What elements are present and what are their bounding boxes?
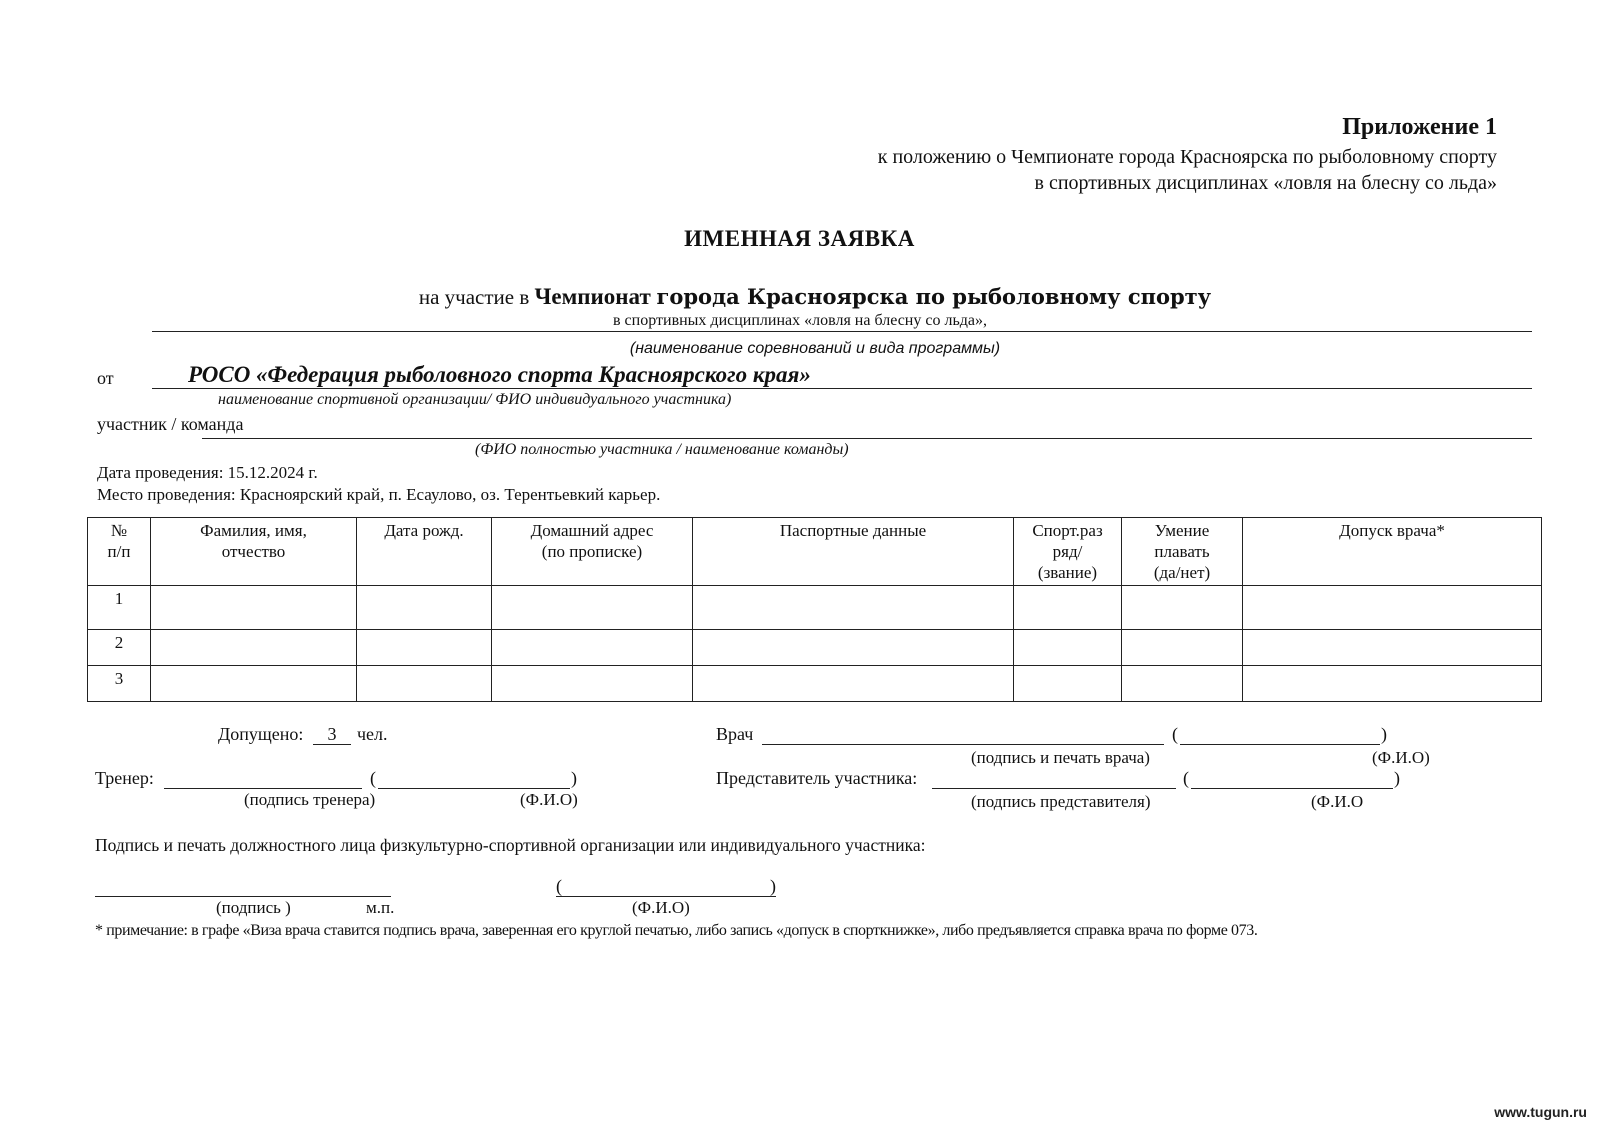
organization-name: РОСО «Федерация рыболовного спорта Красноярского края» [188,362,811,387]
from-label: от [97,368,114,388]
competition-disciplines: в спортивных дисциплинах «ловля на блесну со льда», [613,312,987,329]
watermark: www.tugun.ru [1494,1104,1587,1120]
cell-birthdate[interactable] [357,586,492,630]
cell-birthdate[interactable] [357,666,492,702]
official-fio-open-paren: ( [556,876,562,896]
col-header-passport: Паспортные данные [693,518,1014,586]
table-row [88,630,1542,666]
cell-address[interactable] [492,586,693,630]
admitted-label: Допущено: [218,724,304,744]
representative-label: Представитель участника: [716,768,918,788]
representative-fio-open-paren: ( [1183,768,1189,788]
table-row [88,666,1542,702]
event-place: Место проведения: Красноярский край, п. Есаулово, оз. Терентьевкий карьер. [97,485,661,504]
cell-fio[interactable] [151,586,357,630]
cell-fio[interactable] [151,666,357,702]
roster-table [87,517,1542,702]
cell-passport[interactable] [693,666,1014,702]
cell-birthdate[interactable] [357,630,492,666]
appendix-line-2: в спортивных дисциплинах «ловля на блесну со льда» [1034,172,1497,194]
cell-address[interactable] [492,630,693,666]
official-fio-close-paren: ) [770,876,776,896]
representative-fio-close-paren: ) [1394,768,1400,788]
table-header-row [88,518,1542,586]
representative-signature-caption: (подпись представителя) [971,792,1151,811]
row-number: 3 [88,666,151,702]
cell-sport-rank[interactable] [1014,586,1122,630]
footnote: * примечание: в графе «Виза врача ставится подпись врача, заверенная его круглой печатью, либо запись «допуск в спорткнижке», либо предъявляется справка врача по форме 073. [95,922,1258,939]
cell-swimming[interactable] [1122,586,1243,630]
participant-underline [202,438,1532,439]
row-number: 2 [88,630,151,666]
admitted-count[interactable]: 3 [313,724,351,745]
col-header-sport-rank: Спорт.раз ряд/ (звание) [1014,518,1122,586]
cell-doctor-admission[interactable] [1243,666,1542,702]
col-header-address: Домашний адрес (по прописке) [492,518,693,586]
organization-caption: наименование спортивной организации/ ФИО индивидуального участника) [218,391,732,408]
appendix-title: Приложение 1 [1342,114,1497,140]
organization-underline [152,388,1532,389]
cell-sport-rank[interactable] [1014,630,1122,666]
participant-caption: (ФИО полностью участника / наименование команды) [475,441,849,458]
representative-fio-caption: (Ф.И.О [1311,792,1364,811]
doctor-signature-caption: (подпись и печать врача) [971,748,1150,767]
row-number: 1 [88,586,151,630]
doctor-label: Врач [716,724,754,744]
cell-passport[interactable] [693,630,1014,666]
cell-address[interactable] [492,666,693,702]
col-header-num: № п/п [88,518,151,586]
col-header-fio: Фамилия, имя, отчество [151,518,357,586]
col-header-swimming: Умение плавать (да/нет) [1122,518,1243,586]
doctor-signature-line[interactable] [762,744,1164,745]
coach-label: Тренер: [95,768,154,788]
col-header-doctor-admission: Допуск врача* [1243,518,1542,586]
cell-sport-rank[interactable] [1014,666,1122,702]
admitted-unit: чел. [357,724,388,744]
competition-underline [152,331,1532,332]
stamp-place-label: м.п. [366,898,395,917]
doctor-fio-line[interactable] [1180,744,1380,745]
official-signature-caption: (подпись ) [216,898,291,917]
cell-fio[interactable] [151,630,357,666]
coach-fio-line[interactable] [378,788,570,789]
cell-passport[interactable] [693,586,1014,630]
coach-fio-open-paren: ( [370,768,376,788]
doctor-fio-open-paren: ( [1172,724,1178,744]
cell-swimming[interactable] [1122,666,1243,702]
coach-signature-caption: (подпись тренера) [244,790,376,809]
cell-doctor-admission[interactable] [1243,586,1542,630]
official-fio-caption: (Ф.И.О) [632,898,690,917]
coach-fio-close-paren: ) [571,768,577,788]
competition-prefix: на участие в [418,285,535,309]
competition-name-part-1: Чемпионат [534,284,657,309]
official-signature-label: Подпись и печать должностного лица физкультурно-спортивной организации или индивидуального участника: [95,835,926,855]
appendix-line-1: к положению о Чемпионате города Красноярска по рыболовному спорту [877,146,1497,168]
coach-signature-line[interactable] [164,788,362,789]
doctor-fio-close-paren: ) [1381,724,1387,744]
event-date: Дата проведения: 15.12.2024 г. [97,463,318,482]
competition-caption: (наименование соревнований и вида программы) [629,340,1001,357]
participant-label: участник / команда [97,414,244,434]
representative-signature-line[interactable] [932,788,1176,789]
competition-name-part-2: города Красноярска по рыболовному спорту [656,284,1212,309]
official-signature-line[interactable] [95,896,391,897]
document-title: ИМЕННАЯ ЗАЯВКА [684,226,915,251]
cell-swimming[interactable] [1122,630,1243,666]
representative-fio-line[interactable] [1191,788,1393,789]
official-fio-line[interactable] [556,896,776,897]
table-row [88,586,1542,630]
cell-doctor-admission[interactable] [1243,630,1542,666]
coach-fio-caption: (Ф.И.О) [520,790,578,809]
doctor-fio-caption: (Ф.И.О) [1372,748,1430,767]
competition-line [0,284,1599,310]
col-header-birthdate: Дата рожд. [357,518,492,586]
